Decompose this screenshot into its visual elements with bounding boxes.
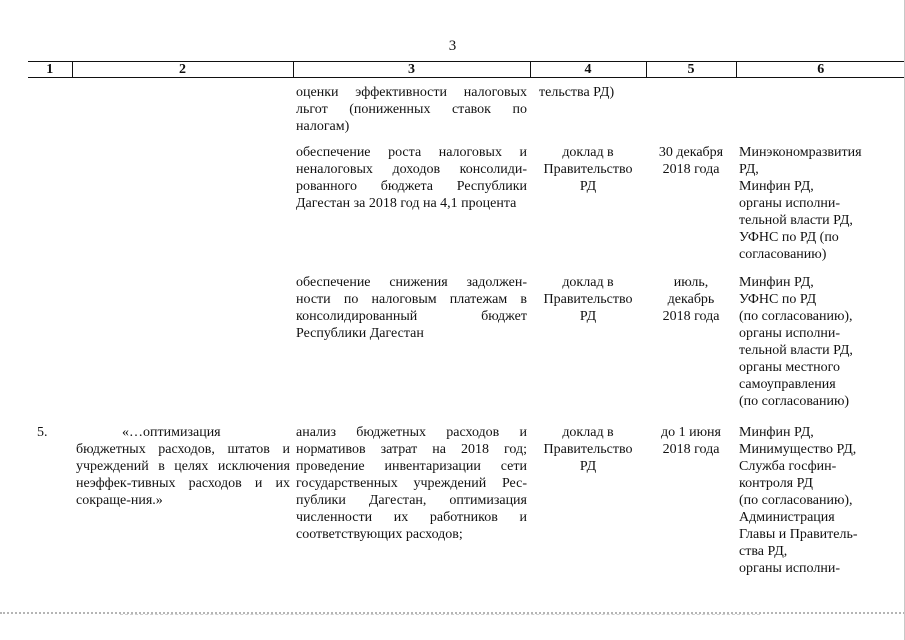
deadline-cell: июль, декабрь 2018 года	[662, 275, 720, 324]
column-header-6: 6	[736, 62, 905, 78]
page-number: 3	[448, 38, 457, 54]
goal-cell: «…оптимизация бюджетных расходов, штатов и учреждений в целях исключения неэффек-тивных расходов и их сокраще-ния.»	[76, 425, 290, 508]
deadline-cell: до 1 июня 2018 года	[660, 425, 721, 457]
goal-cell	[72, 78, 293, 141]
column-header-3: 3	[293, 62, 530, 78]
table-row	[28, 78, 905, 141]
row-number-cell	[28, 78, 72, 141]
measures-table	[28, 61, 905, 577]
measure-cell: обеспечение роста налоговых и неналоговых доходов консолиди-рованного бюджета Республики Дагестан за 2018 год на 4,1 процента	[296, 145, 527, 211]
deadline-cell: 30 декабря 2018 года	[658, 145, 724, 177]
table-row	[28, 140, 905, 274]
report-form-cell: доклад в Правительство РД	[543, 425, 633, 474]
table-row	[28, 274, 905, 424]
row-number-cell	[28, 140, 72, 274]
report-form-cell: доклад в Правительство РД	[543, 275, 633, 324]
responsible-cell: Минфин РД, Минимущество РД, Служба госфин- контроля РД (по согласованию), Администрация Главы и Правитель- ства РД, органы исполни-	[739, 425, 858, 576]
goal-cell	[72, 274, 293, 424]
responsible-cell	[736, 78, 905, 141]
responsible-cell: Минфин РД, УФНС по РД (по согласованию), органы исполни- тельной власти РД, органы местного самоуправления (по согласованию)	[739, 275, 853, 409]
table-header-row	[28, 62, 905, 78]
responsible-cell: Минэкономразвития РД, Минфин РД, органы исполни- тельной власти РД, УФНС по РД (по согласованию)	[739, 145, 862, 262]
measure-cell: анализ бюджетных расходов и нормативов затрат на 2018 год; проведение инвентаризации сети государственных учреждений Рес-публики Дагестан, оптимизация численности их работников и соответствующих расходов;	[296, 425, 527, 542]
deadline-cell	[646, 78, 736, 141]
measure-cell: оценки эффективности налоговых льгот (пониженных ставок по налогам)	[296, 85, 527, 134]
column-header-2: 2	[72, 62, 293, 78]
measure-cell: обеспечение снижения задолжен-ности по налоговым платежам в консолидированный бюджет Республики Дагестан	[296, 275, 527, 341]
report-form-cell: тельства РД)	[539, 85, 615, 100]
goal-cell	[72, 140, 293, 274]
column-header-4: 4	[530, 62, 646, 78]
column-header-1: 1	[28, 62, 72, 78]
table-row	[28, 424, 905, 577]
row-number-cell	[28, 274, 72, 424]
row-number-cell: 5.	[37, 425, 48, 440]
report-form-cell: доклад в Правительство РД	[543, 145, 633, 194]
column-header-5: 5	[646, 62, 736, 78]
scan-artifact-line	[120, 614, 760, 615]
